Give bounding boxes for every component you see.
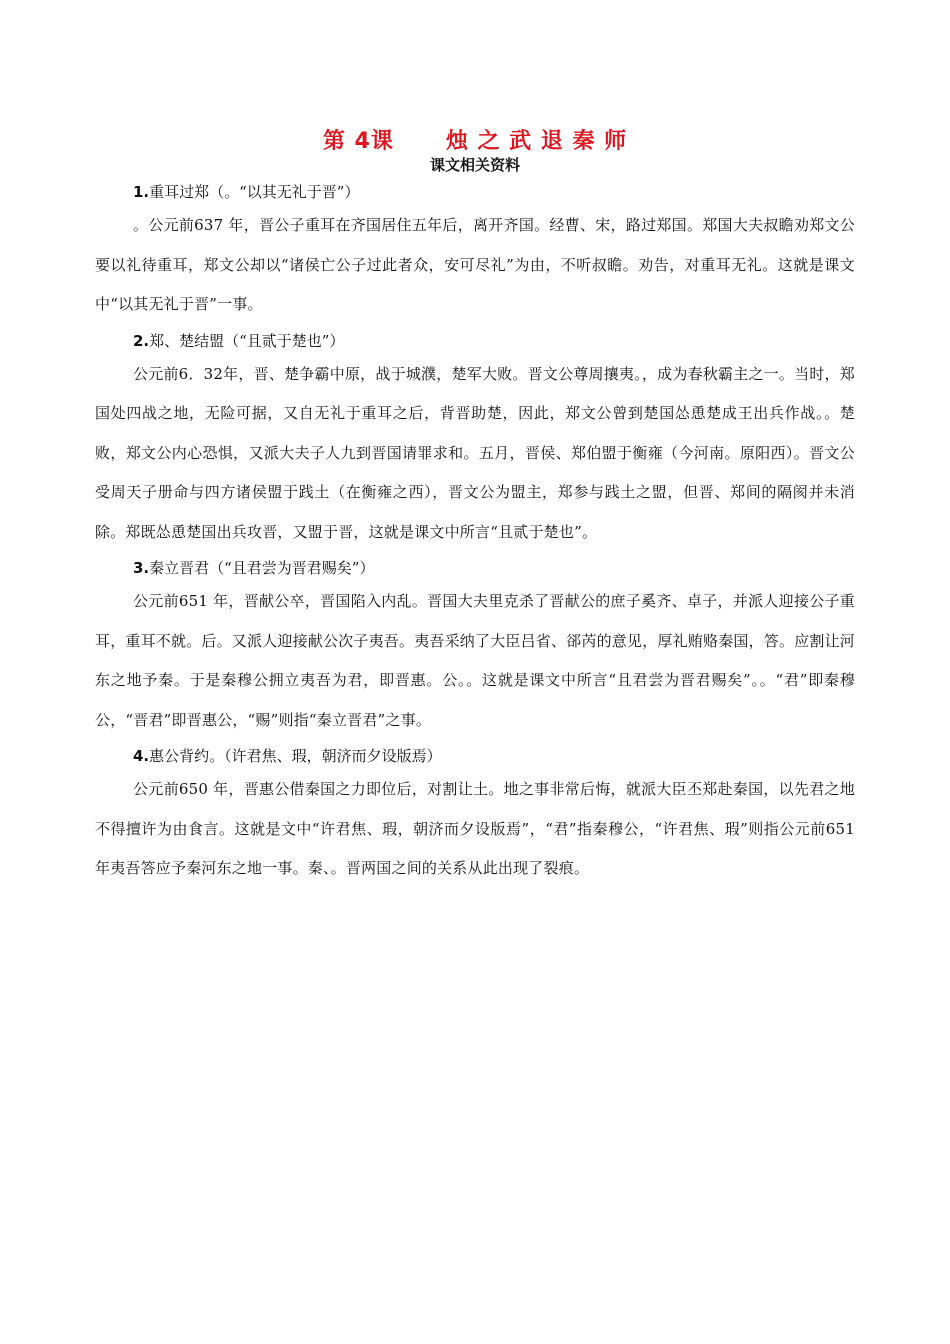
section-subtitle: 课文相关资料 — [429, 156, 520, 174]
section-heading-text: 重耳过郑（。“以其无礼于晋”） — [149, 183, 360, 201]
section-heading-text: 秦立晋君（“且君尝为晋君赐矣”） — [149, 559, 375, 577]
section-heading — [133, 746, 855, 766]
section-heading-text: 惠公背约。（许君焦、瑕，朝济而夕设版焉） — [149, 747, 442, 765]
document-body — [95, 178, 855, 895]
lesson-title: 第 4课 烛 之 武 退 秦 师 — [322, 129, 628, 154]
section-paragraph: 公元前6．32年，晋、楚争霸中原，战于城濮，楚军大败。晋文公尊周攘夷。，成为春秋霸主之一。当时，郑国处四战之地，无险可据，又自无礼于重耳之后，背晋助楚，因此，郑文公曾到楚国怂恿楚成王出兵作战。。楚败，郑文公内心恐惧，又派大夫子人九到晋国请罪求和。五月，晋侯、郑伯盟于衡雍（今河南。原阳西）。晋文公受周天子册命与四方诸侯盟于践土（在衡雍之西），晋文公为盟主，郑参与践土之盟，但晋、郑间的隔阂并未消除。郑既怂恿楚国出兵攻晋，又盟于晋，这就是课文中所言“且贰于楚也”。 — [95, 364, 855, 541]
section-heading — [133, 331, 855, 351]
section-number: 2. — [133, 331, 150, 350]
section-number: 1. — [133, 183, 150, 201]
section-number: 4. — [133, 747, 150, 765]
section-heading — [133, 182, 855, 202]
section-paragraph: 公元前650 年，晋惠公借秦国之力即位后，对割让土。地之事非常后悔，就派大臣丕郑赴秦国，以先君之地不得擅许为由食言。这就是文中“许君焦、瑕，朝济而夕设版焉”，“君”指秦穆公，“许君焦、瑕”则指公元前651 年夷吾答应予秦河东之地一事。秦、。晋两国之间的关系从此出现了裂痕。 — [95, 780, 855, 877]
section-paragraph: 公元前651 年，晋献公卒，晋国陷入内乱。晋国大夫里克杀了晋献公的庶子奚齐、卓子，并派人迎接公子重耳，重耳不就。后。又派人迎接献公次子夷吾。夷吾采纳了大臣吕省、郤芮的意见，厚礼贿赂秦国，答。应割让河东之地予秦。于是秦穆公拥立夷吾为君，即晋惠。公。。这就是课文中所言“且君尝为晋君赐矣”。。“君”即秦穆公，“晋君”即晋惠公，“赐”则指“秦立晋君”之事。 — [95, 592, 856, 729]
section-heading — [133, 558, 855, 578]
section-number: 3. — [133, 559, 150, 577]
section-paragraph: 。公元前637 年，晋公子重耳在齐国居住五年后，离开齐国。经曹、宋，路过郑国。郑国大夫叔瞻劝郑文公要以礼待重耳，郑文公却以“诸侯亡公子过此者众，安可尽礼”为由，不听叔瞻。劝告，对重耳无礼。这就是课文中“以其无礼于晋”一事。 — [95, 216, 855, 313]
section-heading-text: 郑、楚结盟（“且贰于楚也”） — [149, 331, 345, 350]
